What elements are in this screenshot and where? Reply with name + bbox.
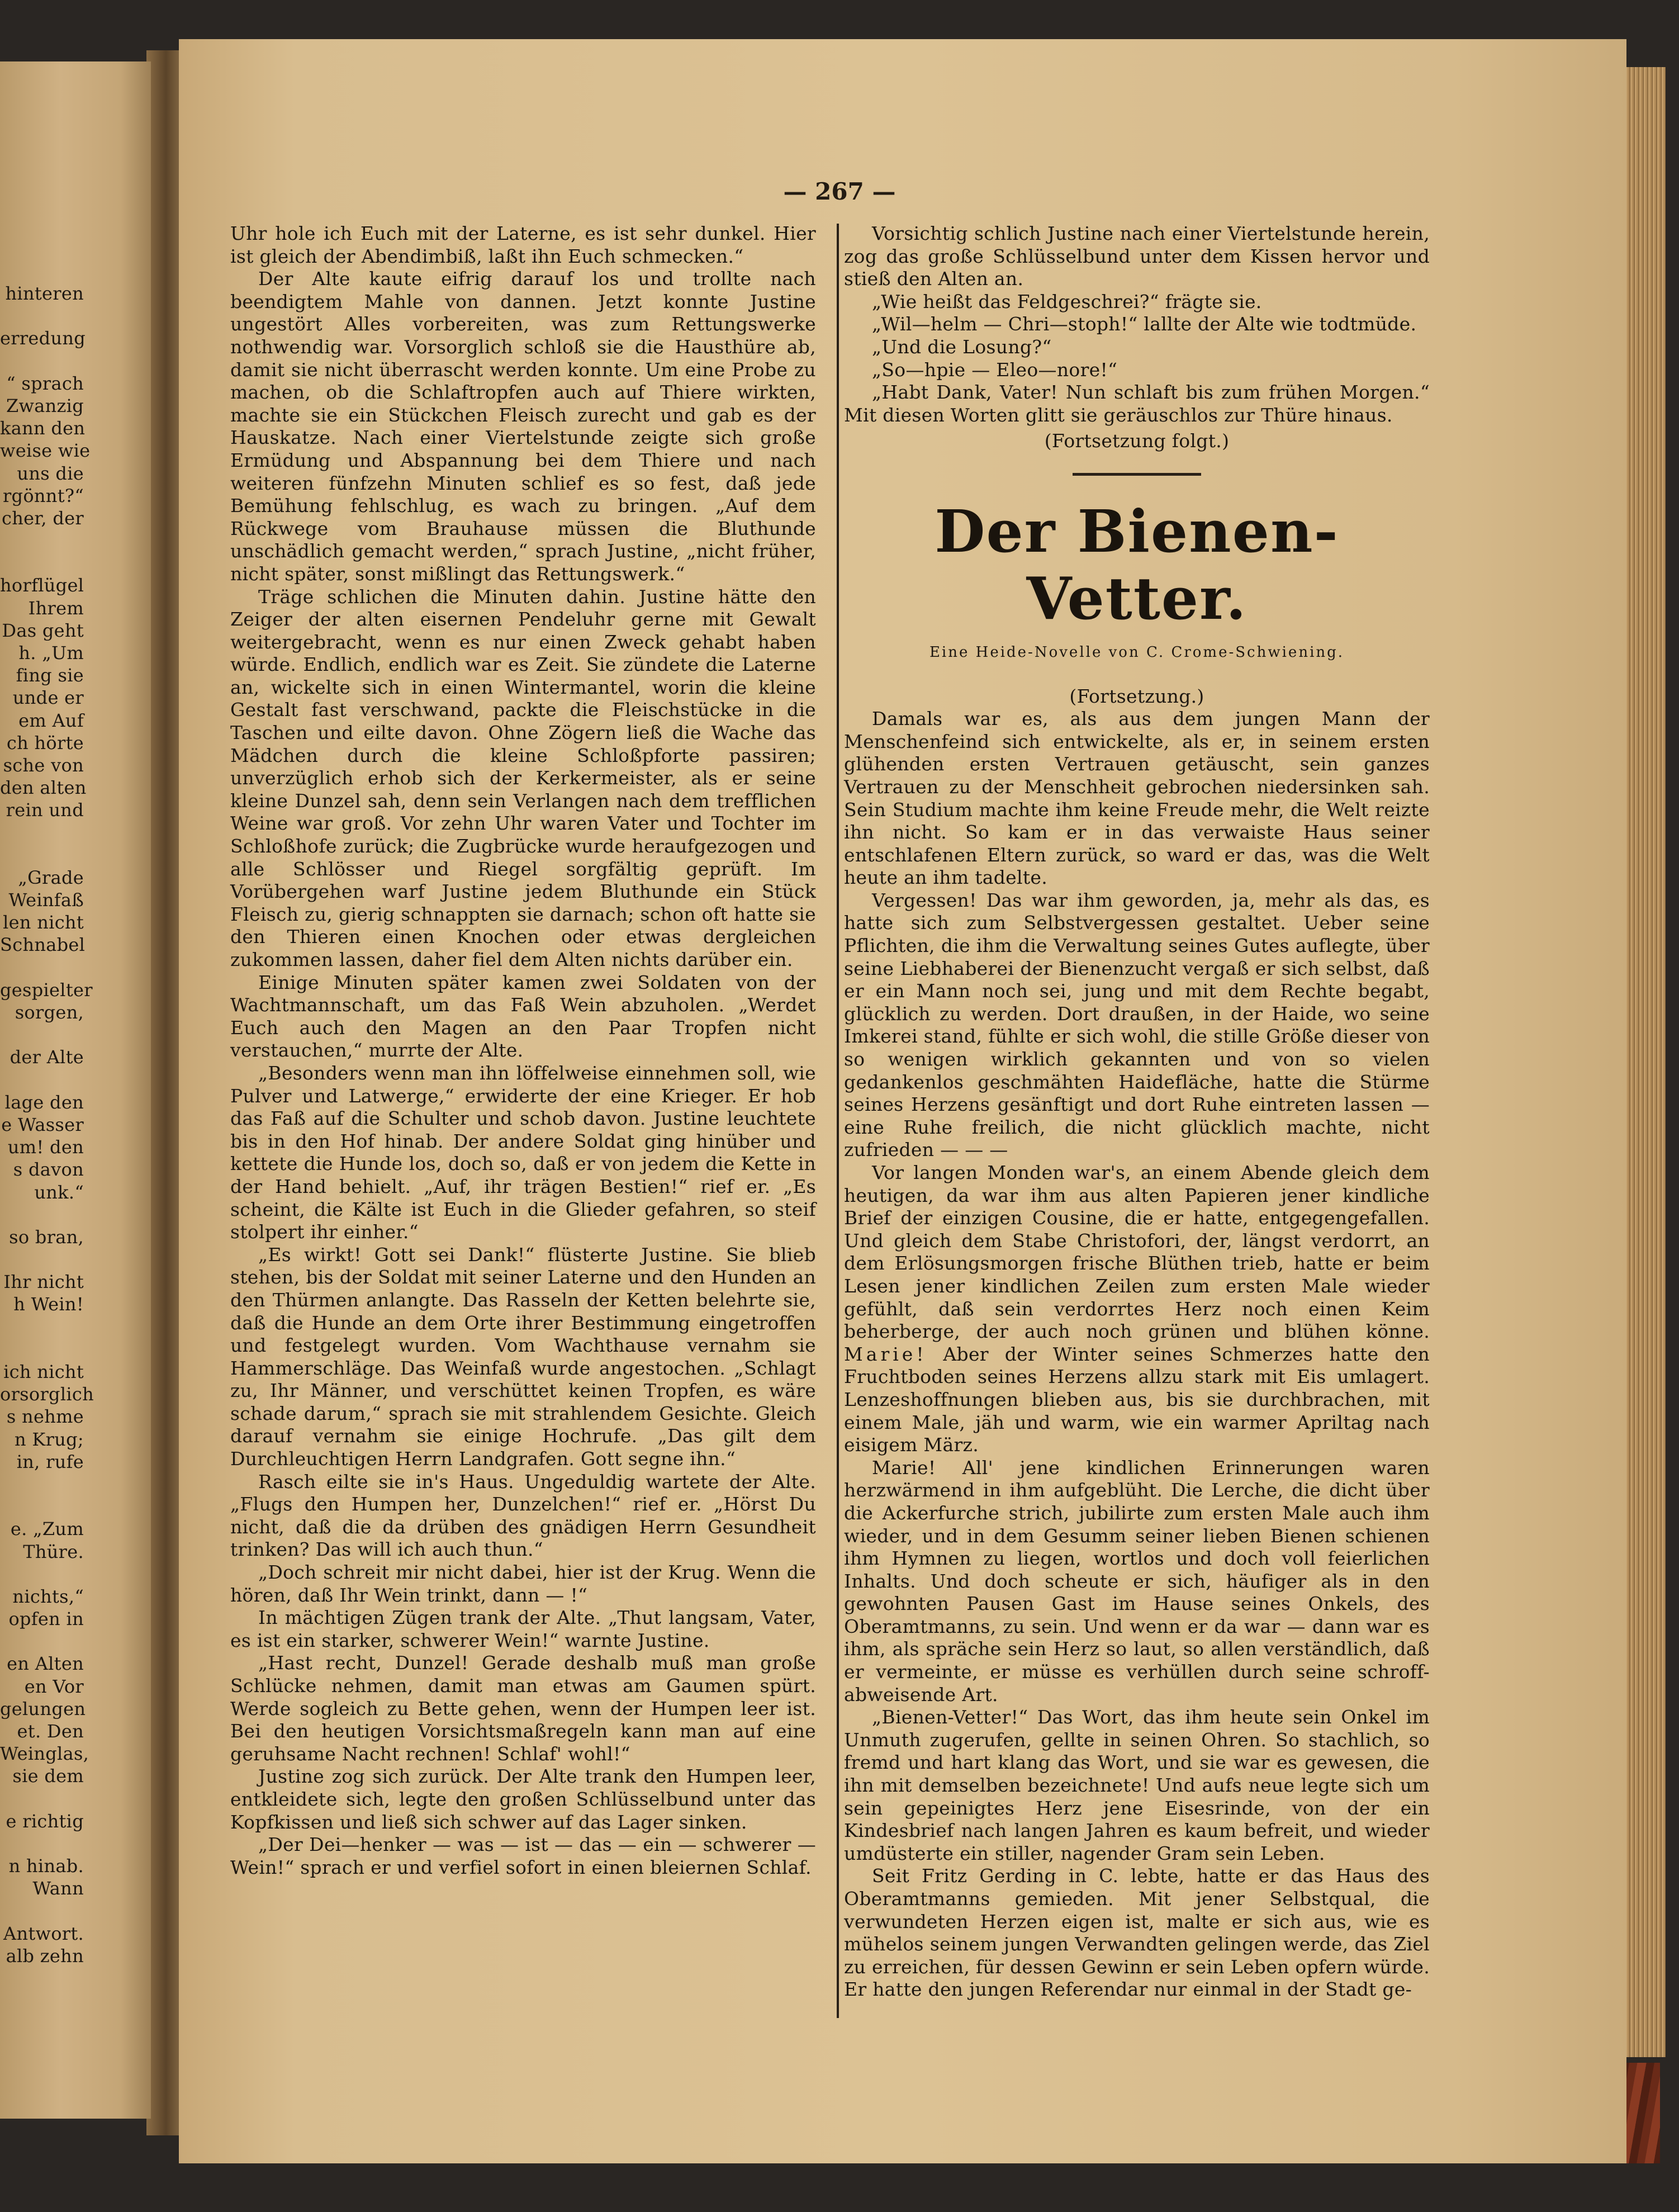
- paragraph: [230, 586, 816, 972]
- paragraph: [230, 1652, 816, 1765]
- left-page-line: Weinfaß: [8, 889, 84, 911]
- left-page-line: erredung: [0, 328, 86, 349]
- paragraph-text-continued: Aber der Winter seines Schmerzes hatte den Fruchtboden seines Herzens allzu stark mit Eis umlagert. Lenzeshoffnungen blieben aus, bis sie durchbrachen, mit einem Male, jäh und warm, wie ein warmer Apriltag nach eisigem März.: [844, 1343, 1430, 1456]
- paragraph-text: Justine zog sich zurück. Der Alte trank den Humpen leer, entkleidete sich, legte den großen Schlüsselbund unter das Kopfkissen und ließ sich schwer auf das Lager sinken.: [230, 1765, 816, 1833]
- left-page-line: so bran,: [9, 1226, 84, 1248]
- left-page-line: [0, 529, 84, 552]
- left-page-line: den alten: [0, 777, 87, 799]
- paragraph-text: „Doch schreit mir nicht dabei, hier ist der Krug. Wenn die hören, daß Ihr Wein trinkt, dann — !“: [230, 1561, 816, 1606]
- left-page-line: weise wie: [0, 440, 91, 462]
- left-page-line: der Alte: [10, 1046, 84, 1068]
- paragraph: [844, 889, 1430, 1162]
- page-number: — 267 —: [783, 178, 896, 205]
- left-page-line: em Auf: [18, 709, 84, 731]
- left-page-line: um! den: [7, 1136, 84, 1158]
- left-page-line: Zwanzig: [6, 395, 84, 416]
- paragraph: [844, 381, 1430, 427]
- left-page-line: uns die: [17, 462, 84, 484]
- left-page-line: gespielter: [0, 979, 93, 1001]
- paragraph-text: Rasch eilte sie in's Haus. Ungeduldig wartete der Alte. „Flugs den Humpen her, Dunzelchen!“ rief er. „Hörst Du nicht, daß die da drüben des gnädigen Herrn Gesundheit trinken? Das will ich auch thun.“: [230, 1470, 816, 1561]
- column-2-continuation: [844, 222, 1430, 427]
- column-1: [230, 222, 816, 1879]
- left-page-line: et. Den: [17, 1721, 84, 1742]
- left-page-line: [0, 1338, 84, 1361]
- left-page-line: len nicht: [3, 912, 84, 934]
- left-page-line: h. „Um: [18, 642, 84, 664]
- left-page-line: fing sie: [16, 665, 84, 686]
- paragraph-text: Vor langen Monden war's, an einem Abende gleich dem heutigen, da war ihm aus alten Papieren jener kindliche Brief der einzigen Cousine, die er hatte, entgegengefallen. Und gleich dem Stabe Christofori, der, längst verdorrt, an dem Erlösungsmorgen frische Blüthen trieb, hatte er beim Lesen jener kindlichen Zeilen zum ersten Male wieder gefühlt, daß sein verdorrtes Herz noch einen Keim beherberge, der auch noch grünen und blühen könne.: [844, 1162, 1430, 1343]
- left-page-line: [0, 1563, 84, 1585]
- left-page-line: rgönnt?“: [2, 485, 84, 506]
- paragraph-text: Vergessen! Das war ihm geworden, ja, mehr als das, es hatte sich zum Selbstvergessen gestaltet. Ueber seine Pflichten, die ihm die Verwaltung seines Gutes auflegte, über seine Liebhaberei der Bienenzucht vergaß er sich selbst, daß er ein Mann noch sei, jung und mit dem Rechte begabt, glücklich zu werden. Dort draußen, in der Haide, wo seine Imkerei stand, fühlte er sich wohl, die stille Größe dieser von so wenigen wirklich gekannten und von so vielen gedankenlos geschmähten Haidefläche, hatte die Stürme seines Herzens gesänftigt und dort Ruhe eintreten lassen — eine Ruhe freilich, die nicht glücklich machte, nicht zufrieden — — —: [844, 889, 1430, 1161]
- emphasized-word: Marie!: [844, 1343, 927, 1365]
- left-page-line: [0, 305, 84, 327]
- paragraph: [230, 1607, 816, 1652]
- paragraph: [844, 313, 1430, 336]
- paragraph-text: „Und die Losung?“: [872, 335, 1052, 358]
- left-page-line: Weinglas,: [0, 1743, 89, 1765]
- to-be-continued-note: (Fortsetzung folgt.): [1044, 430, 1230, 452]
- section-divider: [1073, 473, 1201, 476]
- left-page-line: e Wasser: [1, 1114, 84, 1135]
- left-page-line: sie dem: [12, 1765, 84, 1787]
- paragraph: [844, 708, 1430, 889]
- left-page-line: in, rufe: [16, 1451, 84, 1472]
- left-page-line: n hinab.: [8, 1855, 84, 1877]
- paragraph-text: „Habt Dank, Vater! Nun schlaft bis zum frühen Morgen.“ Mit diesen Worten glitt sie geräuschlos zur Thüre hinaus.: [844, 381, 1430, 426]
- left-page-line: [0, 1832, 84, 1855]
- left-page-line: kann den: [0, 418, 86, 439]
- paragraph: [844, 336, 1430, 359]
- left-page-line: Thüre.: [23, 1541, 84, 1562]
- paragraph: [844, 1162, 1430, 1457]
- left-page-line: unk.“: [34, 1181, 84, 1203]
- paragraph-text: „Bienen-Vetter!“ Das Wort, das ihm heute sein Onkel im Unmuth zugerufen, gellte in seinen Ohren. So stachlich, so fremd und hart klang das Wort, und sie war es gewesen, die ihn mit demselben bezeichnete! Und aufs neue legte sich um sein gepeinigtes Herz jene Eisesrinde, von der ein Kindesbrief nach langen Jahren es kaum befreit, und wieder umdüsterte ein stiller, nagender Gram sein Leben.: [844, 1706, 1430, 1864]
- column-divider: [837, 224, 839, 2018]
- left-page-line: gelungen: [0, 1698, 86, 1720]
- left-page-line: h Wein!: [13, 1294, 84, 1315]
- paragraph-text: In mächtigen Zügen trank der Alte. „Thut langsam, Vater, es ist ein starker, schwerer Wein!“ warnte Justine.: [230, 1607, 816, 1651]
- paragraph-text: „Hast recht, Dunzel! Gerade deshalb muß man große Schlücke nehmen, damit man etwas am Gaumen spürt. Werde sogleich zu Bette gehen, wenn der Humpen leer ist. Bei den heutigen Vorsichtsmaßregeln kann man auf eine geruhsame Nacht rechnen! Schlaf' wohl!“: [230, 1652, 816, 1765]
- left-page: [0, 61, 151, 2119]
- left-page-line: opfen in: [8, 1608, 84, 1630]
- left-page-text-fragments: [0, 282, 94, 1967]
- paragraph-text: Marie! All' jene kindlichen Erinnerungen waren herzwärmend in ihm aufgeblüht. Die Lerche, die dicht über die Ackerfurche strich, jubilirte zum ersten Male auch ihm wieder, und in dem Gesumm seiner lieben Bienen schienen ihm Hymnen zu liegen, wortlos und doch voll feierlichen Inhalts. Und doch scheute er sich, häufiger als in den gewohnten Pausen Gast im Hause seines Onkels, des Oberamtmanns, zu sein. Und wenn er da war — dann war es ihm, als spräche sein Herz so laut, so allen verständlich, daß er vermeinte, er müsse es verhüllen durch seine schroff-abweisende Art.: [844, 1456, 1430, 1706]
- left-page-line: hinteren: [5, 283, 84, 304]
- left-page-line: sche von: [3, 754, 84, 776]
- continuation-note: (Fortsetzung.): [1069, 685, 1204, 707]
- left-page-line: en Alten: [7, 1653, 84, 1675]
- left-page-line: [0, 1024, 84, 1046]
- left-page-line: Wann: [32, 1878, 84, 1900]
- paragraph: [230, 1561, 816, 1607]
- left-page-line: ich nicht: [3, 1361, 84, 1382]
- column-2: [844, 222, 1430, 2001]
- story-subtitle: Eine Heide-Novelle von C. Crome-Schwiening.: [929, 643, 1345, 661]
- paragraph-text: „Besonders wenn man ihn löffelweise einnehmen soll, wie Pulver und Latwerge,“ erwiderte der eine Krieger. Er hob das Faß auf die Schulter und schob davon. Justine leuchtete bis in den Hof hinab. Der andere Soldat ging hinüber und kettete die Hunde los, doch so, daß er von jedem die Kette in der Hand behielt. „Auf, ihr trägen Bestien!“ rief er. „Es scheint, die Kälte ist Euch in die Glieder gefahren, so steif stolpert ihr einher.“: [230, 1062, 816, 1243]
- paragraph-text: „Wie heißt das Feldgeschrei?“ frägte sie.: [872, 290, 1262, 312]
- paragraph: [230, 1471, 816, 1561]
- left-page-line: horflügel: [0, 575, 84, 596]
- left-page-line: [0, 844, 84, 866]
- left-page-line: n Krug;: [15, 1428, 84, 1450]
- paragraph: [844, 222, 1430, 291]
- paragraph-text: Einige Minuten später kamen zwei Soldaten von der Wachtmannschaft, um das Faß Wein abzuholen. „Werdet Euch auch den Magen an den Paar Tropfen nicht verstauchen,“ murrte der Alte.: [230, 971, 816, 1062]
- left-page-line: Ihr nicht: [3, 1271, 84, 1293]
- story-text: [844, 708, 1430, 2001]
- left-page-line: [0, 1473, 84, 1495]
- left-page-line: ch hörte: [6, 732, 84, 754]
- left-page-line: rein und: [6, 799, 84, 821]
- paragraph: [230, 1062, 816, 1244]
- left-page-line: Ihrem: [28, 597, 84, 619]
- left-page-line: [0, 1248, 84, 1271]
- paragraph-text: „Wil—helm — Chri—stoph!“ lallte der Alte wie todtmüde.: [872, 313, 1417, 335]
- paragraph-text: Seit Fritz Gerding in C. lebte, hatte er das Haus des Oberamtmanns gemieden. Mit jener Selbstqual, die verwundeten Herzen eigen ist, malte er sich aus, wie es mühelos seinem jungen Verwandten gelingen werde, das Ziel zu erreichen, für dessen Gewinn er sein Leben opfern würde. Er hatte den jungen Referendar nur einmal in der Stadt ge-: [844, 1865, 1430, 2001]
- paragraph: [844, 1457, 1430, 1707]
- left-page-line: orsorglich: [0, 1384, 94, 1405]
- paragraph: [844, 291, 1430, 314]
- left-page-line: [0, 1495, 84, 1518]
- left-page-line: [0, 1069, 84, 1091]
- paragraph: [844, 1865, 1430, 2001]
- paragraph: [230, 222, 816, 268]
- paragraph-text: Träge schlichen die Minuten dahin. Justine hätte den Zeiger der alten eisernen Pendeluhr gerne mit Gewalt weitergebracht, wenn es nur einen Zweck gehabt haben würde. Endlich, endlich war es Zeit. Sie zündete die Laterne an, wickelte sich in einen Wintermantel, worin die kleine Gestalt fast verschwand, packte die Fleischstücke in die Taschen und eilte davon. Ohne Zögern ließ die Wache das Mädchen durch die kleine Schloßpforte passiren; unverzüglich erhob sich der Kerkermeister, als er seine kleine Dunzel sah, denn sein Verlangen nach dem trefflichen Weine war groß. Vor zehn Uhr waren Vater und Tochter im Schloßhofe zurück; die Zugbrücke wurde heraufgezogen und alle Schlösser und Riegel sorgfältig geprüft. Im Vorübergehen warf Justine jedem Bluthunde ein Stück Fleisch zu, gierig schnappten sie darnach; schon oft hatte sie den Thieren einen Knochen oder etwas dergleichen zukommen lassen, daher fiel dem Alten nichts darüber ein.: [230, 585, 816, 970]
- paragraph: [844, 1706, 1430, 1865]
- paragraph: [230, 1765, 816, 1834]
- left-page-line: Schnabel: [0, 934, 86, 956]
- left-page-line: cher, der: [1, 507, 84, 529]
- left-page-line: [0, 956, 84, 979]
- left-page-line: [0, 350, 84, 372]
- left-page-line: alb zehn: [6, 1945, 84, 1967]
- left-page-line: e. „Zum: [10, 1518, 84, 1540]
- left-page-line: [0, 1900, 84, 1922]
- left-page-line: e richtig: [6, 1810, 84, 1832]
- paragraph-text: „Der Dei—henker — was — ist — das — ein — schwerer — Wein!“ sprach er und verfiel sofort in einen bleiernen Schlaf.: [230, 1834, 816, 1878]
- paragraph-text: Uhr hole ich Euch mit der Laterne, es ist sehr dunkel. Hier ist gleich der Abendimbiß, laßt ihn Euch schmecken.“: [230, 222, 816, 267]
- left-page-line: s davon: [13, 1159, 84, 1181]
- paragraph-text: Der Alte kaute eifrig darauf los und trollte nach beendigtem Mahle von dannen. Jetzt konnte Justine ungestört Alles vorbereiten, was zum Rettungswerke nothwendig war. Vorsorglich schloß sie die Hausthüre ab, damit sie nicht überrascht werden konnte. Um eine Probe zu machen, ob die Schlaftropfen auch auf Thiere wirkten, machte sie ein Stückchen Fleisch zurecht und gab es der Hauskatze. Nach einer Viertelstunde zeigte sich große Ermüdung und Abspannung bei dem Thiere und nach weiteren fünfzehn Minuten schlief es so fest, daß jede Bemühung fehlschlug, es wach zu bringen. „Auf dem Rückwege vom Brauhause müssen die Bluthunde unschädlich gemacht werden,“ sprach Justine, „nicht früher, nicht später, sonst mißlingt das Rettungswerk.“: [230, 268, 816, 585]
- left-page-line: Antwort.: [3, 1922, 84, 1944]
- left-page-line: Das geht: [2, 619, 84, 641]
- left-page-line: [0, 1630, 84, 1652]
- paragraph: [230, 1834, 816, 1879]
- left-page-line: „Grade: [18, 866, 84, 888]
- left-page-line: sorgen,: [15, 1002, 84, 1023]
- left-page-line: [0, 552, 84, 574]
- paragraph: [230, 268, 816, 585]
- left-page-line: [0, 1316, 84, 1338]
- paragraph-text: Vorsichtig schlich Justine nach einer Viertelstunde herein, zog das große Schlüsselbund unter dem Kissen hervor und stieß den Alten an.: [844, 222, 1430, 290]
- left-page-line: [0, 1788, 84, 1810]
- left-page-line: [0, 1204, 84, 1226]
- left-page-line: [0, 822, 84, 844]
- paragraph-text: „Es wirkt! Gott sei Dank!“ flüsterte Justine. Sie blieb stehen, bis der Soldat mit seiner Laterne und den Hunden an den Thürmen anlangte. Das Rasseln der Ketten belehrte sie, daß die Hunde an dem Orte ihrer Bestimmung eingetroffen und festgelegt wurden. Vom Wachthause vernahm sie Hammerschläge. Das Weinfaß wurde angestochen. „Schlagt zu, Ihr Männer, und verschüttet keinen Tropfen, es wäre schade darum,“ sprach sie mit strahlendem Gesichte. Gleich darauf vernahm sie einige Hochrufe. „Das gilt dem Durchleuchtigen Herrn Landgrafen. Gott segne ihn.“: [230, 1243, 816, 1470]
- paragraph: [230, 1244, 816, 1471]
- paragraph-text: Damals war es, als aus dem jungen Mann der Menschenfeind sich entwickelte, als er, in seinem ersten glühenden ersten Vertrauen getäuscht, sein ganzes Vertrauen zu der Menschheit gebrochen niedersinken sah. Sein Studium machte ihm keine Freude mehr, die Welt reizte ihn nicht. So kam er in das verwaiste Haus seiner entschlafenen Eltern zurück, so ward er das, was die Welt heute an ihm tadelte.: [844, 708, 1430, 889]
- paragraph-text: „So—hpie — Eleo—nore!“: [872, 358, 1118, 381]
- paragraph: [230, 972, 816, 1062]
- paragraph: [844, 359, 1430, 382]
- left-page-line: “ sprach: [6, 372, 84, 394]
- left-page-line: en Vor: [24, 1675, 84, 1697]
- left-page-line: nichts,“: [12, 1585, 84, 1607]
- left-page-line: s nehme: [6, 1406, 84, 1428]
- left-page-line: lage den: [4, 1091, 84, 1113]
- story-title: Der Bienen-Vetter.: [935, 496, 1339, 633]
- left-page-line: unde er: [12, 687, 84, 709]
